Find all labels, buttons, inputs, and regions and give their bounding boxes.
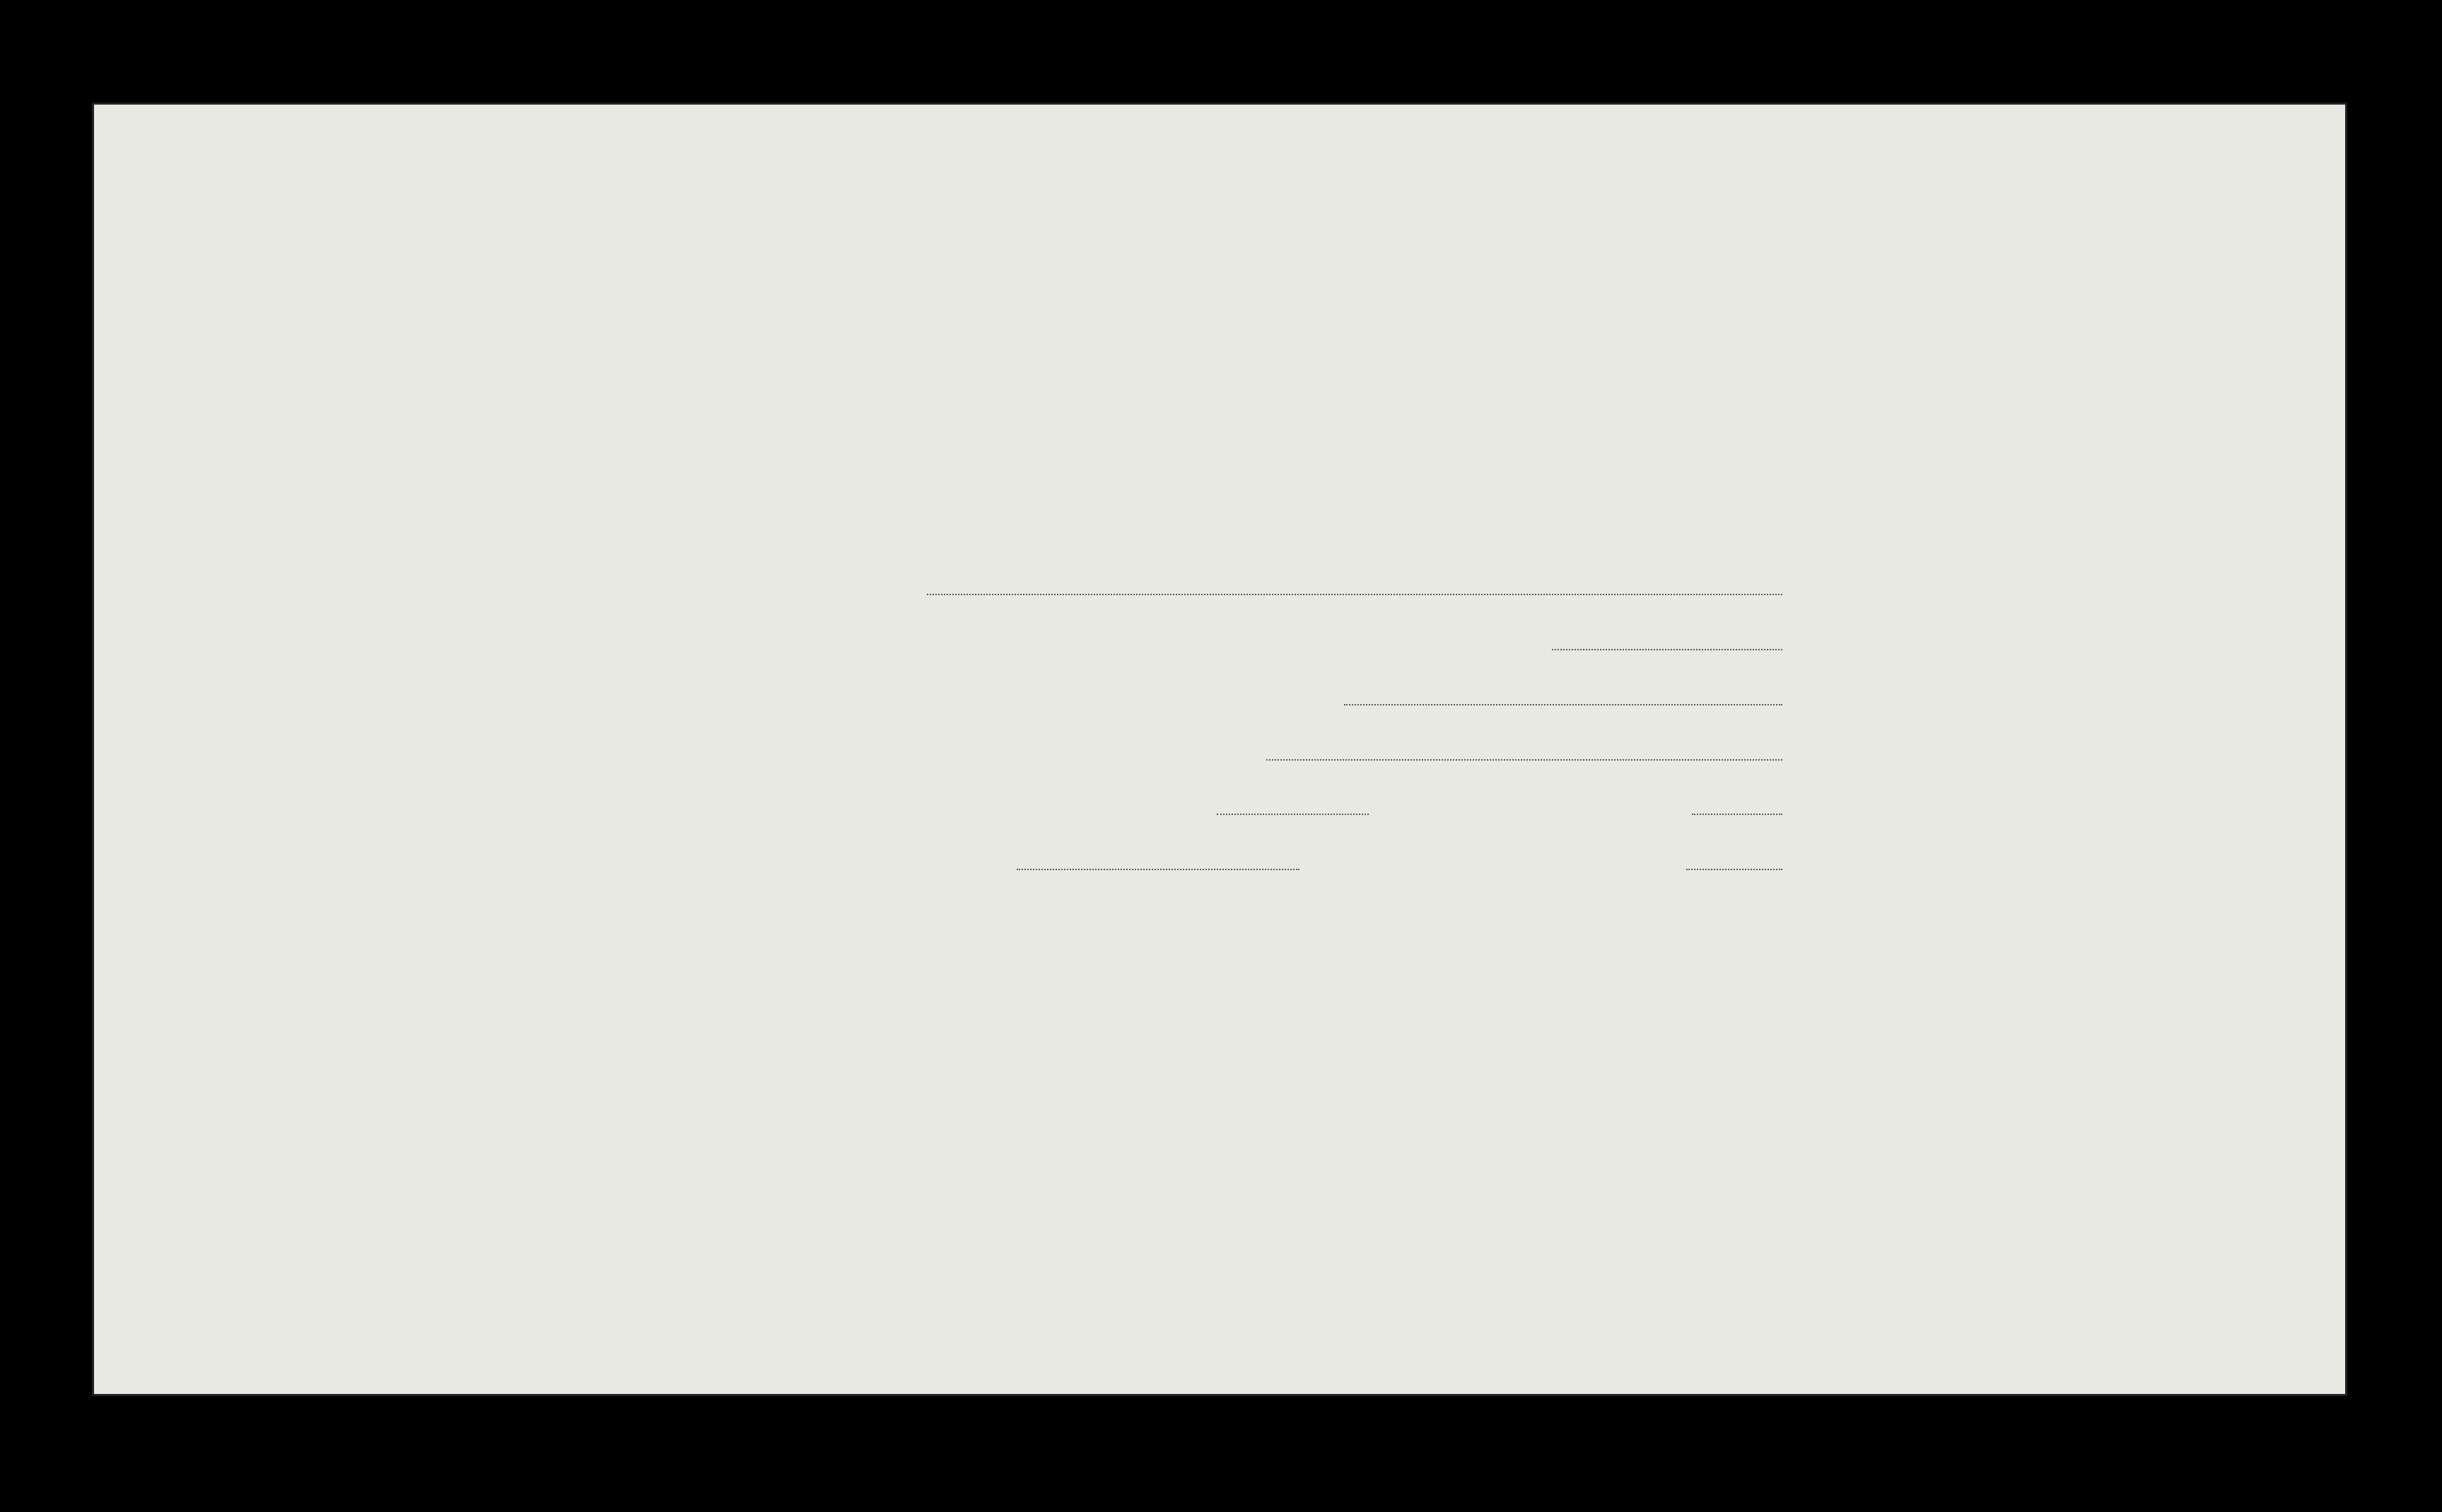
answer-land-kind-line [1344, 704, 1782, 705]
answer-market-distance-line [1686, 869, 1782, 870]
answer-other-land-line [1552, 649, 1782, 650]
answer-market-line [1017, 869, 1299, 870]
answer-owner-line [927, 594, 1782, 595]
answer-farming-line [1266, 759, 1782, 761]
census-card [92, 102, 2347, 1396]
answer-village-line [1217, 814, 1369, 815]
answer-village-distance-line [1692, 814, 1782, 815]
